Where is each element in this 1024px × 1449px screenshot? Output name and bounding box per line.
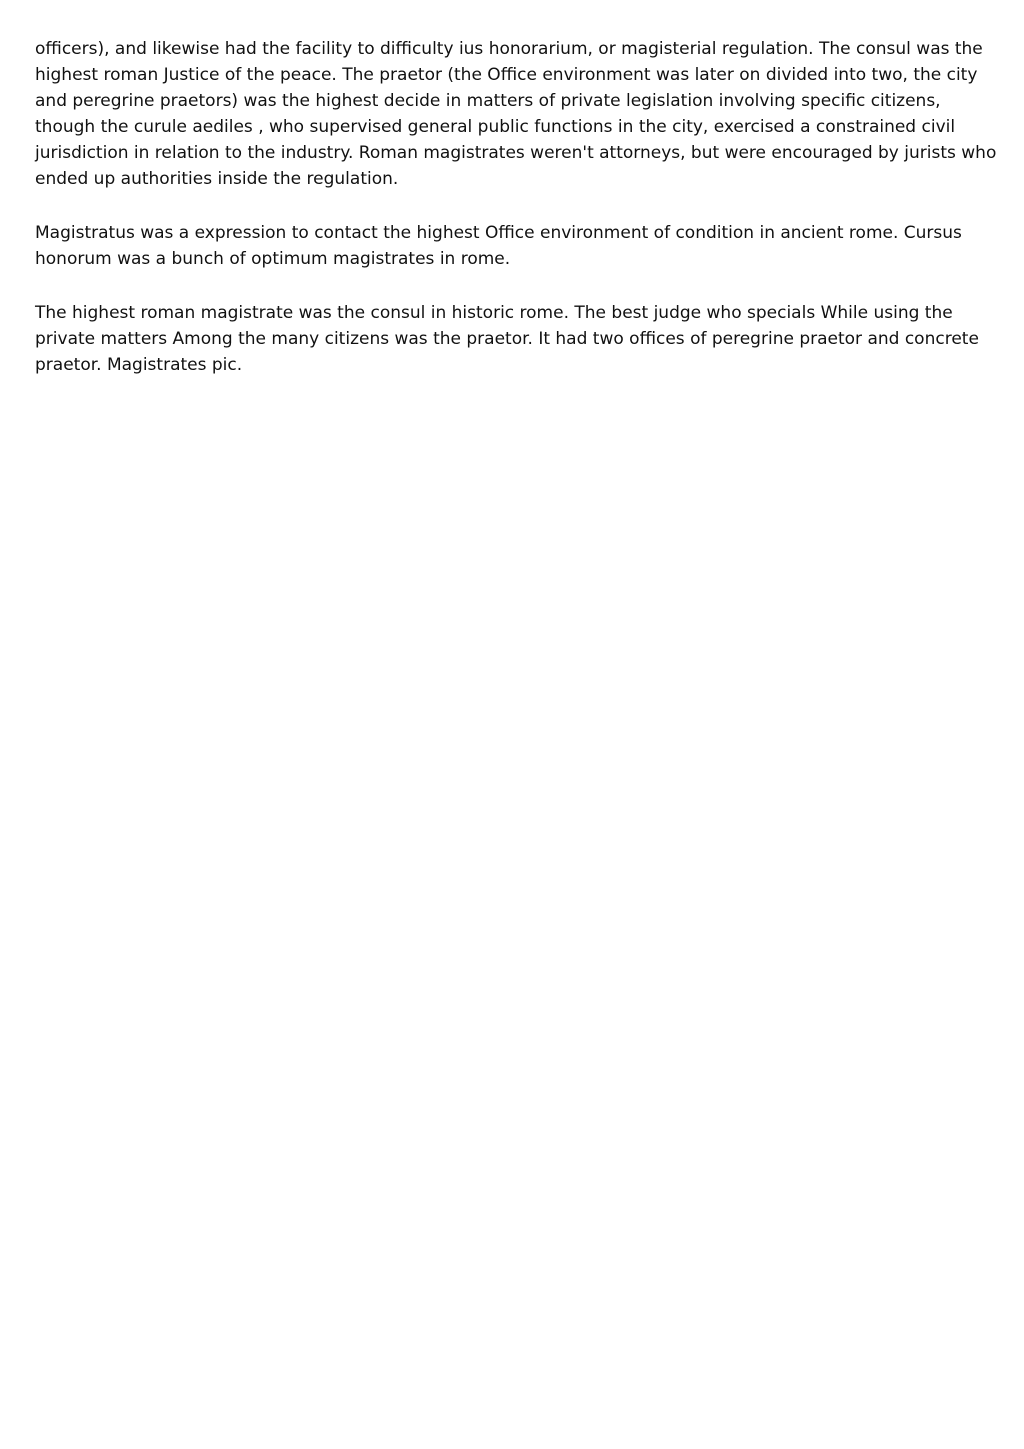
paragraph-3: The highest roman magistrate was the consul in historic rome. The best judge who specials While using the private matters Among the many citizens was the praetor. It had two offices of peregrine praetor and concrete praetor. Magistrates pic.	[35, 303, 979, 375]
paragraph-1: officers), and likewise had the facility to difficulty ius honorarium, or magisterial regulation. The consul was the highest roman Justice of the peace. The praetor (the Office environment was later on divided into two, the city and peregrine praetors) was the highest decide in matters of private legislation involving specific citizens, though the curule aediles , who supervised general public functions in the city, exercised a constrained civil jurisdiction in relation to the industry. Roman magistrates weren't attorneys, but were encouraged by jurists who ended up authorities inside the regulation.	[35, 39, 997, 189]
paragraph-2: Magistratus was a expression to contact the highest Office environment of condition in ancient rome. Cursus honorum was a bunch of optimum magistrates in rome.	[35, 223, 962, 269]
document-body	[35, 36, 1000, 406]
